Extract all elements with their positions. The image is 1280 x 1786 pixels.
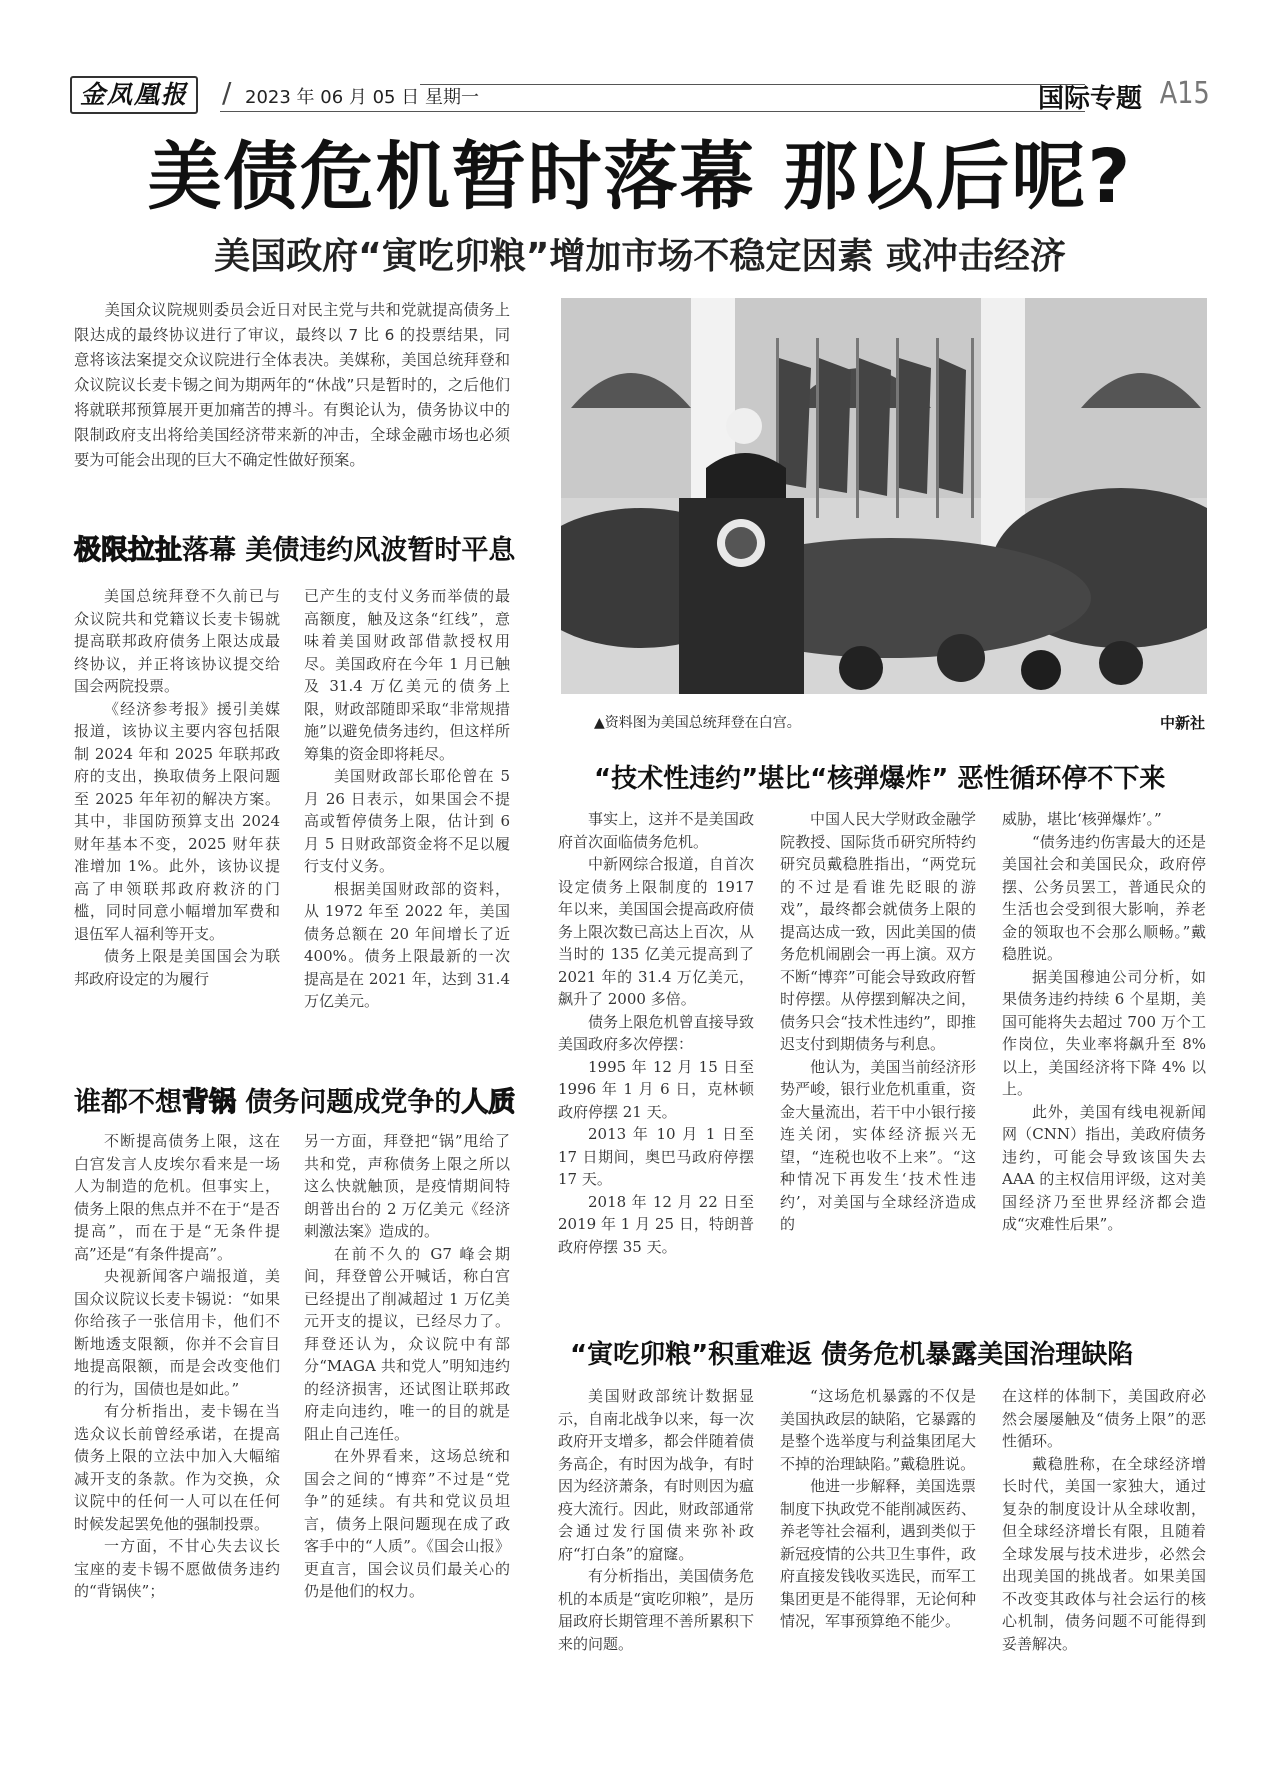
section1-heading-emphasis: 极限拉扯	[74, 535, 182, 566]
page-number: A15	[1160, 76, 1210, 111]
newspaper-logo: 金凤凰报	[70, 76, 198, 114]
section3-column-2	[780, 808, 976, 1308]
paragraph: 《经济参考报》援引美媒报道，该协议主要内容包括限制 2024 年和 2025 年联邦政府的支出，换取债务上限问题至 2025 年年初的解决方案。其中，非国防预算支出 2024 财年基本不变，2025 财年获准增加 1%。此外，该协议提高了申领联邦政府救济的门槛，同时同意小幅增加军费和退伍军人福利等开支。	[74, 699, 280, 943]
main-headline: 美债危机暂时落幕 那以后呢?	[147, 134, 1133, 220]
paragraph: 此外，美国有线电视新闻网（CNN）指出，美政府债务违约，可能会导致该国失去 AAA 的主权信用评级，这对美国经济乃至世界经济都会造成“灾难性后果”。	[1002, 1102, 1206, 1233]
paragraph: 另一方面，拜登把“锅”甩给了共和党，声称债务上限之所以这么快就触顶，是疫情期间特朗普出台的 2 万亿美元《经济刺激法案》造成的。	[304, 1132, 510, 1240]
masthead-rule	[420, 84, 1085, 85]
paragraph: 1995 年 12 月 15 日至 1996 年 1 月 6 日，克林顿政府停摆 21 天。	[558, 1057, 754, 1121]
paragraph: “债务违约伤害最大的还是美国社会和美国民众，政府停摆、公务员罢工，普通民众的生活也会受到很大影响，养老金的领取也不会那么顺畅。”戴稳胜说。	[1002, 832, 1206, 963]
section1-heading-text: 落幕 美债违约风波暂时平息	[182, 535, 516, 566]
section4-column-3	[1002, 1385, 1206, 1725]
photo-credit: 中新社	[1159, 714, 1205, 732]
paragraph: 央视新闻客户端报道，美国众议院议长麦卡锡说：“如果你给孩子一张信用卡，他们不断地透支限额，你并不会盲目地提高限额，而是会改变他们的行为，国债也是如此。”	[74, 1267, 280, 1398]
paragraph: 债务上限是美国国会为联邦政府设定的为履行	[74, 947, 280, 988]
section1-heading	[74, 528, 515, 567]
paragraph: 有分析指出，麦卡锡在当选众议长前曾经承诺，在提高债务上限的立法中加入大幅缩减开支的条款。作为交换，众议院中的任何一人可以在任何时候发起罢免他的强制投票。	[74, 1402, 280, 1533]
paragraph: 2013 年 10 月 1 日至 17 日期间，奥巴马政府停摆 17 天。	[558, 1125, 754, 1188]
section1-column-2	[304, 585, 510, 1025]
paragraph: 不断提高债务上限，这在白宫发言人皮埃尔看来是一场人为制造的危机。但事实上，债务上限的焦点并不在于“是否提高”，而在于是“无条件提高”还是“有条件提高”。	[74, 1132, 280, 1263]
paragraph: 在外界看来，这场总统和国会之间的“博弈”不过是“党争”的延续。有共和党议员坦言，债务上限问题现在成了政客手中的“人质”。《国会山报》更直言，国会议员们最关心的仍是他们的权力。	[304, 1447, 510, 1600]
section4-column-2	[780, 1385, 976, 1725]
paragraph: 根据美国财政部的资料，从 1972 年至 2022 年，美国债务总额在 20 年间增长了近 400%。债务上限最新的一次提高是在 2021 年，达到 31.4 万亿美元。	[304, 879, 510, 1010]
section2-heading-emphasis-2: 人质	[461, 1087, 516, 1118]
section4-heading: “寅吃卯粮”积重难返 债务危机暴露美国治理缺陷	[570, 1340, 1134, 1370]
masthead-divider: /	[222, 76, 232, 109]
section2-column-2	[304, 1130, 510, 1720]
masthead-rule-bottom	[220, 111, 1085, 112]
paragraph: “这场危机暴露的不仅是美国执政层的缺陷，它暴露的是整个选举度与利益集团尾大不掉的治理缺陷。”戴稳胜说。	[780, 1387, 976, 1473]
section3-column-3	[1002, 808, 1206, 1308]
paragraph: 事实上，这并不是美国政府首次面临债务危机。	[558, 810, 754, 851]
photo-illustration	[561, 298, 1207, 694]
section-name: 国际专题	[1037, 84, 1142, 114]
section3-column-1	[558, 808, 754, 1308]
section2-column-1	[74, 1130, 280, 1720]
paragraph: 在前不久的 G7 峰会期间，拜登曾公开喊话，称白宫已经提出了削减超过 1 万亿美元开支的提议，已经尽力了。拜登还认为，众议院中有部分“MAGA 共和党人”明知违约的经济损害，还试图让联邦政府走向违约，唯一的目的就是阻止自己连任。	[304, 1244, 510, 1443]
paragraph: 戴稳胜称，在全球经济增长时代，美国一家独大，通过复杂的制度设计从全球收割，但全球经济增长有限，且随着全球发展与技术进步，必然会出现美国的挑战者。如果美国不改变其政体与社会运行的核心机制，债务问题不可能得到妥善解决。	[1002, 1454, 1206, 1653]
section2-heading-text-b: 债务问题成党争的	[236, 1087, 462, 1118]
section3-heading: “技术性违约”堪比“核弹爆炸” 恶性循环停不下来	[594, 764, 1166, 794]
paragraph: 中国人民大学财政金融学院教授、国际货币研究所特约研究员戴稳胜指出，“两党玩的不过是看谁先眨眼的游戏”，最终都会就债务上限的提高达成一致，因此美国的债务危机闹剧会一再上演。双方不断“博弈”可能会导致政府暂时停摆。从停摆到解决之间，债务只会“技术性违约”，即推迟支付到期债务与利息。	[780, 810, 976, 1053]
paragraph: 他进一步解释，美国选票制度下执政党不能削减医药、养老等社会福利，遇到类似于新冠疫情的公共卫生事件，政府直接发钱收买选民，而军工集团更是不能得罪，无论何种情况，军事预算绝不能少。	[780, 1477, 976, 1630]
paragraph: 在这样的体制下，美国政府必然会屡屡触及“债务上限”的恶性循环。	[1002, 1387, 1206, 1450]
section1-column-1	[74, 585, 280, 1025]
section4-column-1	[558, 1385, 754, 1725]
section2-heading-text-a: 谁都不想	[74, 1087, 182, 1118]
paragraph: 他认为，美国当前经济形势严峻，银行业危机重重，资金大量流出，若干中小银行接连关闭，实体经济振兴无望，“连税也收不上来”。“这种情况下再发生‘技术性违约’，对美国与全球经济造成的	[780, 1057, 976, 1233]
paragraph: 据美国穆迪公司分析，如果债务违约持续 6 个星期，美国可能将失去超过 700 万个工作岗位，失业率将飙升至 8% 以上，美国经济将下降 4% 以上。	[1002, 967, 1206, 1098]
paragraph: 美国财政部长耶伦曾在 5 月 26 日表示，如果国会不提高或暂停债务上限，估计到 6 月 5 日财政部资金将不足以履行支付义务。	[304, 767, 510, 875]
paragraph: 威胁，堪比‘核弹爆炸’。”	[1002, 810, 1162, 828]
paragraph: 一方面，不甘心失去议长宝座的麦卡锡不愿做债务违约的“背锅侠”；	[74, 1537, 280, 1600]
issue-date: 2023 年 06 月 05 日 星期一	[245, 87, 479, 108]
paragraph: 已产生的支付义务而举债的最高额度，触及这条“红线”，意味着美国财政部借款授权用尽。美国政府在今年 1 月已触及 31.4 万亿美元的债务上限，财政部随即采取“非常规措施”以避免债务违约，但这样所筹集的资金即将耗尽。	[304, 587, 510, 763]
paragraph: 2018 年 12 月 22 日至 2019 年 1 月 25 日，特朗普政府停摆 35 天。	[558, 1192, 754, 1256]
paragraph: 美国财政部统计数据显示，自南北战争以来，每一次政府开支增多，都会伴随着债务高企，有时因为战争，有时因为经济萧条，有时则因为瘟疫大流行。因此，财政部通常会通过发行国债来弥补政府“打白条”的窟窿。	[558, 1387, 754, 1563]
intro-paragraph: 美国众议院规则委员会近日对民主党与共和党就提高债务上限达成的最终协议进行了审议，最终以 7 比 6 的投票结果，同意将该法案提交众议院进行全体表决。美媒称，美国总统拜登和众议院议长麦卡锡之间为期两年的“休战”只是暂时的，之后他们将就联邦预算展开更加痛苦的搏斗。有舆论认为，债务协议中的限制政府支出将给美国经济带来新的冲击，全球金融市场也必须要为可能会出现的巨大不确定性做好预案。	[74, 301, 510, 469]
paragraph: 有分析指出，美国债务危机的本质是“寅吃卯粮”，是历届政府长期管理不善所累积下来的问题。	[558, 1567, 754, 1653]
paragraph: 债务上限危机曾直接导致美国政府多次停摆：	[558, 1012, 754, 1053]
masthead	[70, 76, 1210, 114]
photo-caption: ▲资料图为美国总统拜登在白宫。	[594, 715, 801, 731]
section2-heading	[74, 1080, 515, 1119]
paragraph: 美国总统拜登不久前已与众议院共和党籍议长麦卡锡就提高联邦政府债务上限达成最终协议，并正将该协议提交给国会两院投票。	[74, 587, 280, 695]
sub-headline: 美国政府“寅吃卯粮”增加市场不稳定因素 或冲击经济	[214, 236, 1066, 277]
paragraph: 中新网综合报道，自首次设定债务上限制度的 1917 年以来，美国国会提高政府债务上限次数已高达上百次，从当时的 135 亿美元提高到了 2021 年的 31.4 万亿美元，飙升了 2000 多倍。	[558, 855, 754, 1008]
news-photo	[561, 298, 1207, 694]
section2-heading-emphasis-1: 背锅	[182, 1087, 236, 1118]
